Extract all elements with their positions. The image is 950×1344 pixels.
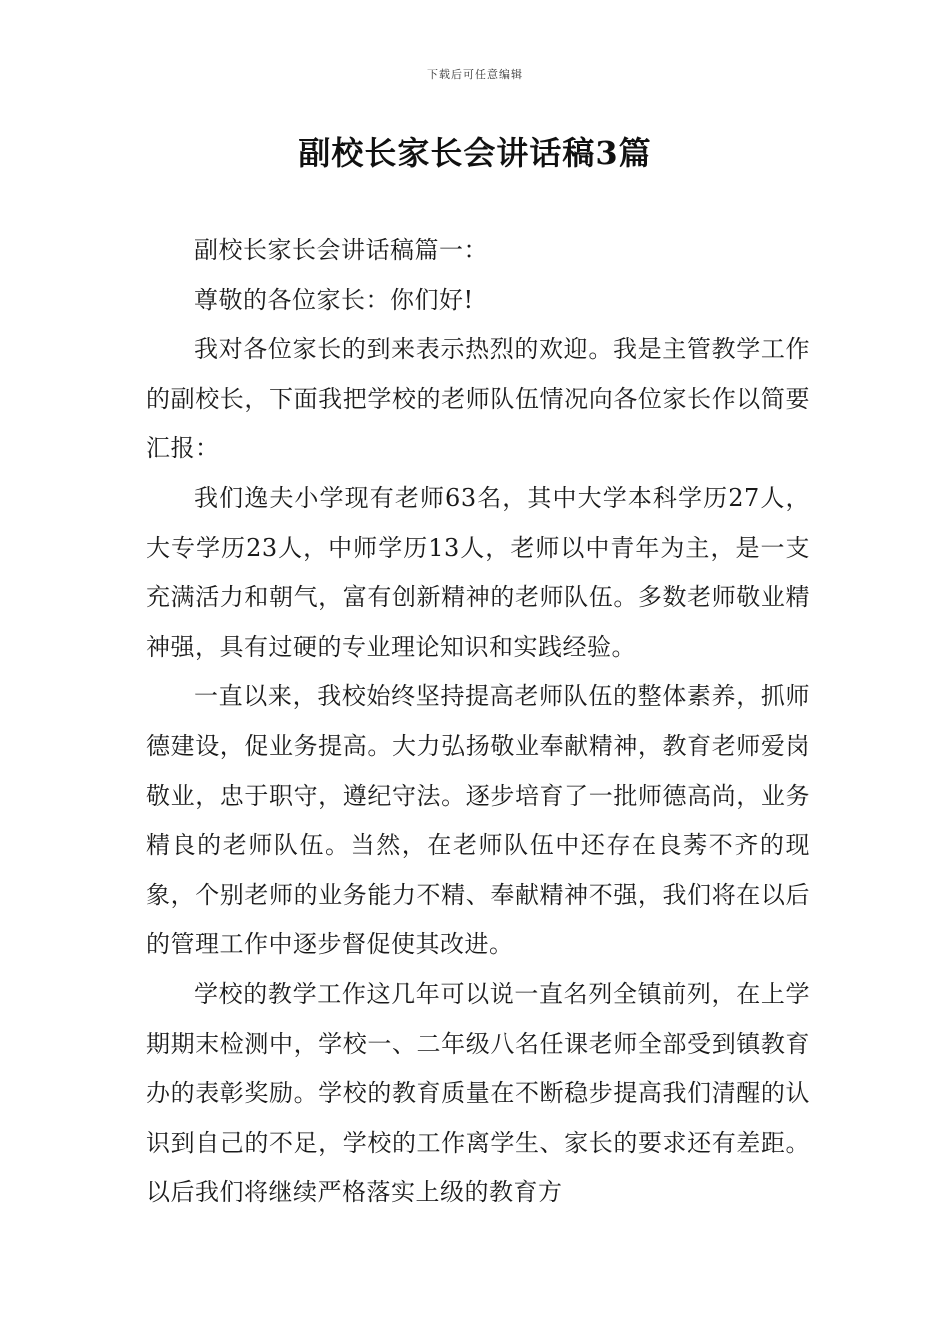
page-header-note: 下载后可任意编辑	[427, 68, 523, 81]
paragraph-teacher-quality: 一直以来，我校始终坚持提高老师队伍的整体素养，抓师德建设，促业务提高。大力弘扬敬业奉献精神，教育老师爱岗敬业，忠于职守，遵纪守法。逐步培育了一批师德高尚，业务精良的老师队伍。当然，在老师队伍中还存在良莠不齐的现象，个别老师的业务能力不精、奉献精神不强，我们将在以后的管理工作中逐步督促使其改进。	[146, 682, 810, 959]
paragraph-greeting: 尊敬的各位家长：你们好!	[194, 285, 474, 314]
paragraph-teacher-stats: 我们逸夫小学现有老师63名，其中大学本科学历27人，大专学历23人，中师学历13人，老师以中青年为主，是一支充满活力和朝气，富有创新精神的老师队伍。多数老师敬业精神强，具有过硬的专业理论知识和实践经验。	[146, 483, 810, 661]
document-body	[146, 226, 810, 1218]
paragraph-teaching-results: 学校的教学工作这几年可以说一直名列全镇前列，在上学期期末检测中，学校一、二年级八名任课老师全部受到镇教育办的表彰奖励。学校的教育质量在不断稳步提高我们清醒的认识到自己的不足，学校的工作离学生、家长的要求还有差距。以后我们将继续严格落实上级的教育方	[146, 979, 810, 1207]
paragraph-introduction: 我对各位家长的到来表示热烈的欢迎。我是主管教学工作的副校长，下面我把学校的老师队伍情况向各位家长作以简要汇报：	[146, 335, 810, 463]
paragraph-section-heading: 副校长家长会讲话稿篇一：	[194, 236, 488, 264]
document-title: 副校长家长会讲话稿3篇	[298, 134, 652, 172]
